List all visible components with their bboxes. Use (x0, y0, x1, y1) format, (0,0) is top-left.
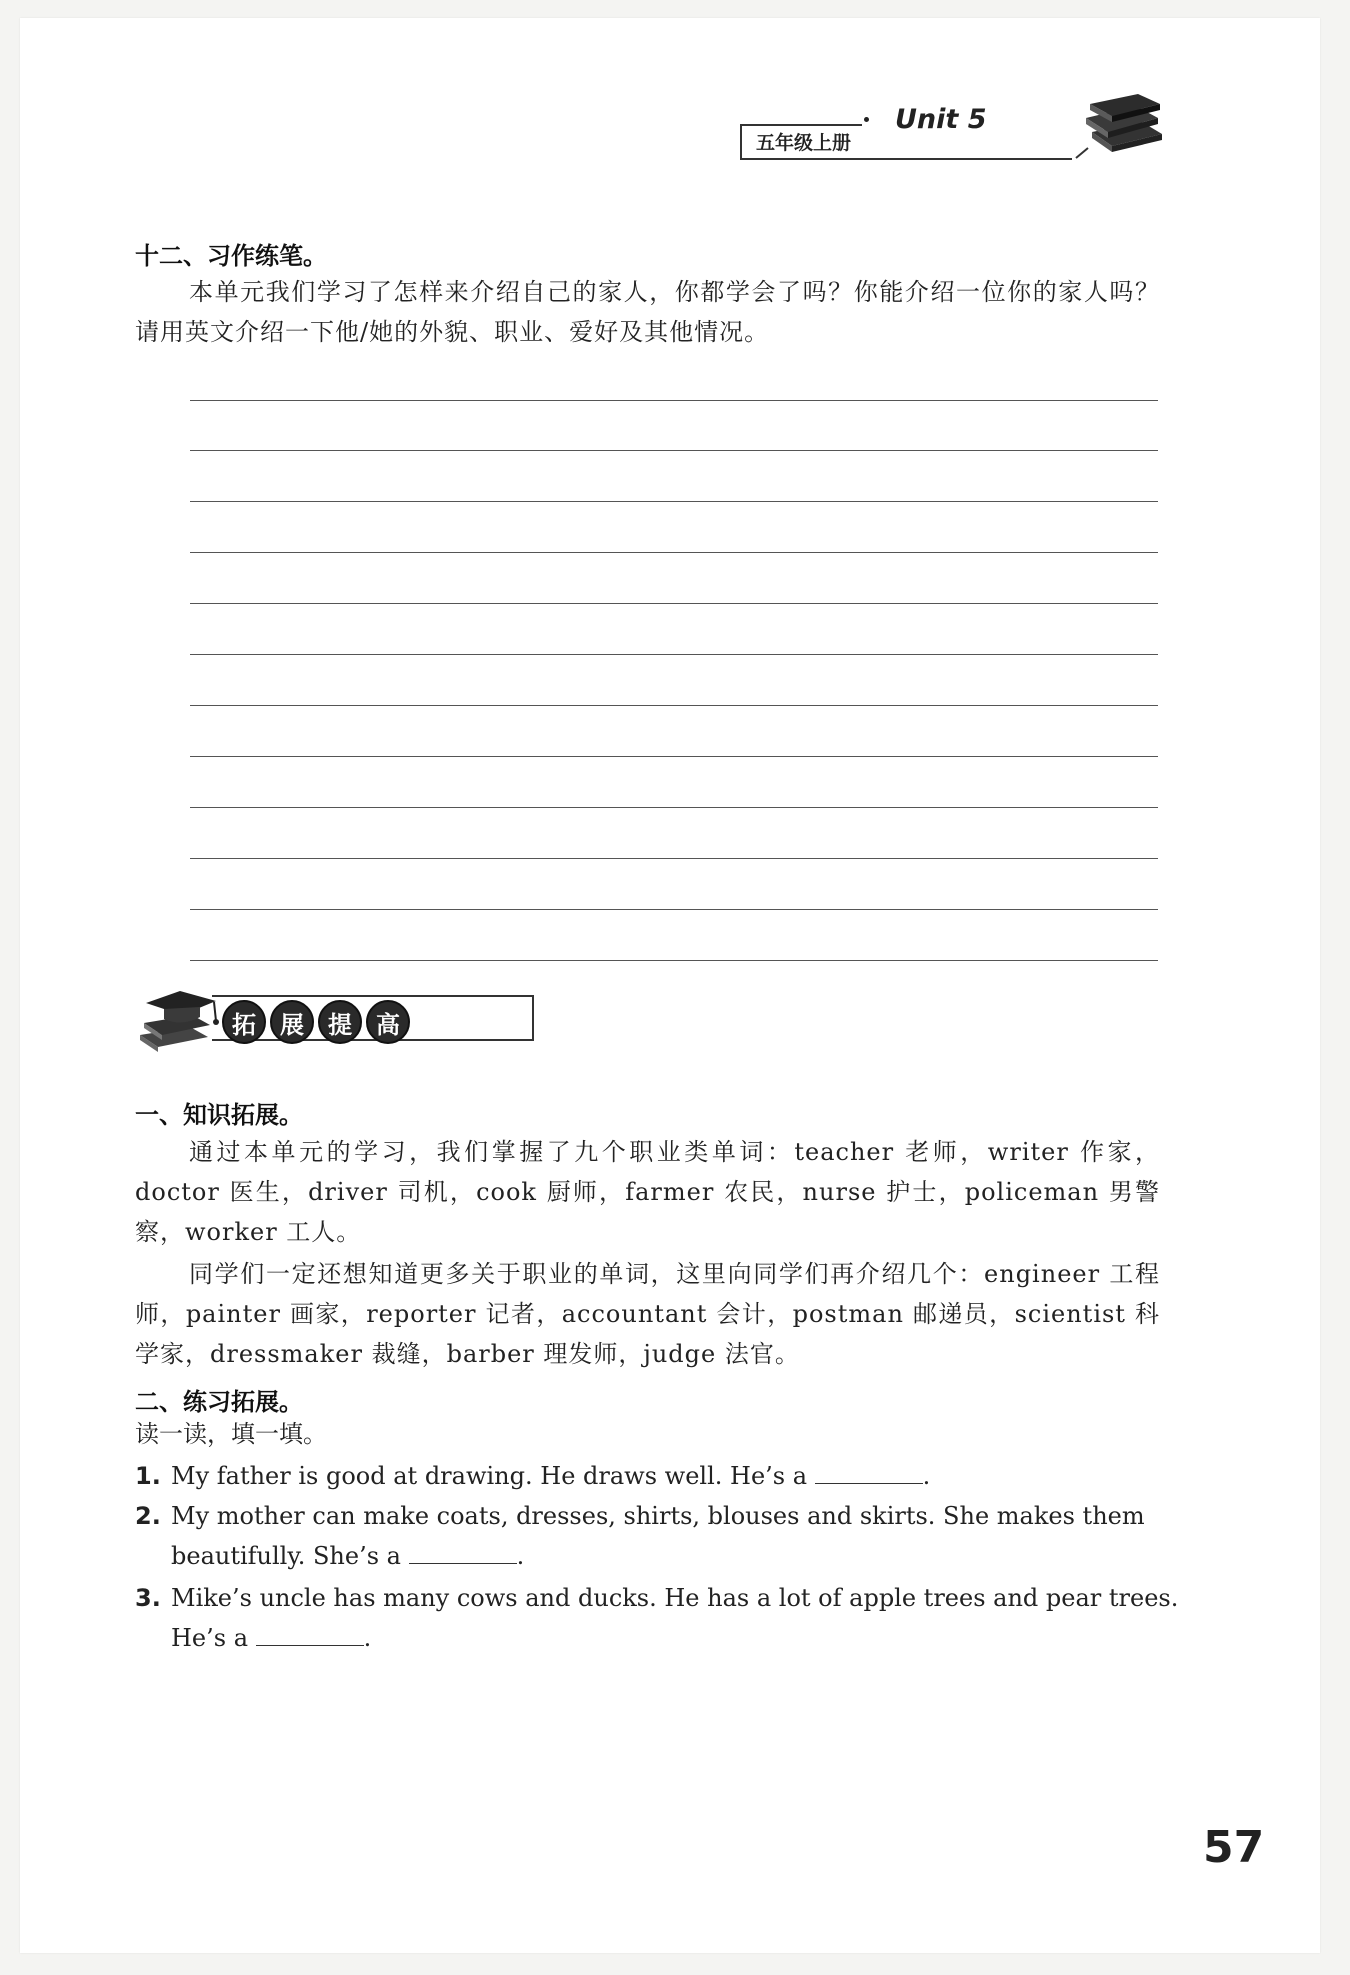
writing-line[interactable] (190, 603, 1158, 604)
grade-label: 五年级上册 (740, 124, 862, 158)
part-1-title: 一、知识拓展。 (135, 1101, 303, 1129)
question-number: 2. (135, 1502, 161, 1530)
writing-line[interactable] (190, 450, 1158, 451)
section-12-prompt: 本单元我们学习了怎样来介绍自己的家人，你都学会了吗？你能介绍一位你的家人吗？请用英文介绍一下他/她的外貌、职业、爱好及其他情况。 (135, 278, 1160, 346)
graduation-books-icon (130, 985, 225, 1055)
writing-line[interactable] (190, 909, 1158, 910)
section-12-title: 十二、习作练笔。 (135, 242, 327, 270)
writing-line[interactable] (190, 400, 1158, 401)
part-1-paragraph-1: 通过本单元的学习，我们掌握了九个职业类单词：teacher 老师，writer 作家，doctor 医生，driver 司机，cook 厨师，farmer 农民，nurse 护士，policeman 男警察，worker 工人。 (135, 1138, 1160, 1246)
writing-line[interactable] (190, 807, 1158, 808)
question-text: He’s a (171, 1624, 256, 1652)
banner-title (222, 1000, 410, 1044)
part-2-title: 二、练习拓展。 (135, 1388, 303, 1416)
header-dot (864, 117, 869, 122)
banner-char: 提 (318, 1000, 362, 1044)
question-end: . (516, 1542, 525, 1570)
writing-line[interactable] (190, 858, 1158, 859)
question-text: beautifully. She’s a (171, 1542, 409, 1570)
question-text: Mike’s uncle has many cows and ducks. He has a lot of apple trees and pear trees. (171, 1584, 1179, 1612)
answer-blank[interactable] (409, 1541, 517, 1564)
banner-char: 高 (366, 1000, 410, 1044)
question-number: 3. (135, 1584, 161, 1612)
question-2-continued (171, 1536, 524, 1576)
part-1-paragraph-2: 同学们一定还想知道更多关于职业的单词，这里向同学们再介绍几个：engineer 工程师，painter 画家，reporter 记者，accountant 会计，postman 邮递员，scientist 科学家，dressmaker 裁缝，barber 理发师，judge 法官。 (135, 1260, 1160, 1368)
books-icon (1072, 92, 1164, 164)
page-number: 57 (1203, 1822, 1265, 1873)
question-3 (135, 1578, 1178, 1618)
writing-line[interactable] (190, 552, 1158, 553)
question-2 (135, 1496, 1145, 1536)
question-end: . (922, 1462, 931, 1490)
header-rule (740, 158, 1072, 160)
question-end: . (363, 1624, 372, 1652)
writing-line[interactable] (190, 654, 1158, 655)
question-1 (135, 1456, 930, 1496)
question-text: My father is good at drawing. He draws well. He’s a (171, 1462, 815, 1490)
writing-line[interactable] (190, 960, 1158, 961)
writing-line[interactable] (190, 501, 1158, 502)
question-text: My mother can make coats, dresses, shirts, blouses and skirts. She makes them (171, 1502, 1145, 1530)
question-3-continued (171, 1618, 371, 1658)
part-2-instruction: 读一读，填一填。 (135, 1420, 327, 1448)
question-number: 1. (135, 1462, 161, 1490)
banner-char: 展 (270, 1000, 314, 1044)
answer-blank[interactable] (815, 1461, 923, 1484)
banner-char: 拓 (222, 1000, 266, 1044)
writing-line[interactable] (190, 705, 1158, 706)
unit-title: Unit 5 (895, 104, 987, 135)
answer-blank[interactable] (256, 1623, 364, 1646)
writing-line[interactable] (190, 756, 1158, 757)
